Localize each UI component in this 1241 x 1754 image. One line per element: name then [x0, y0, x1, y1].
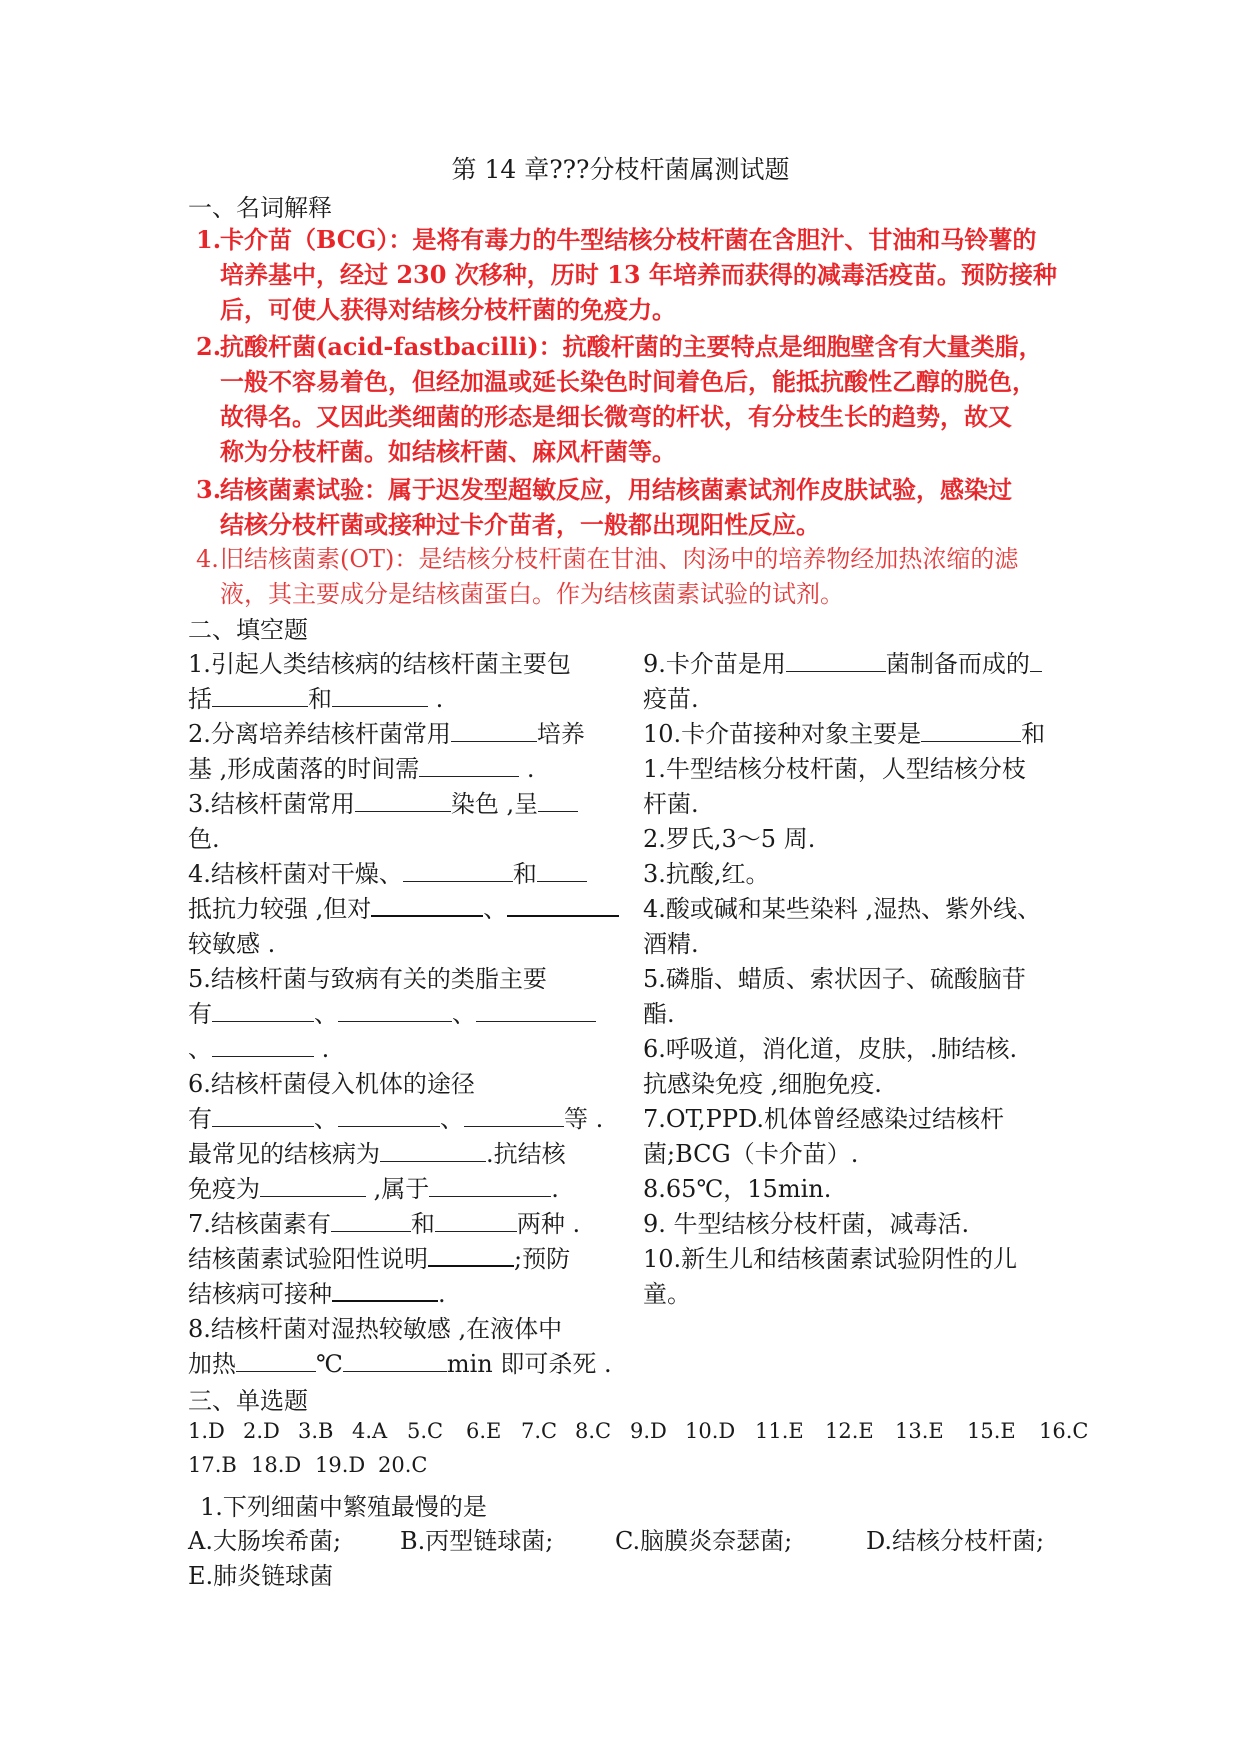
section-heading-definitions: 一、名词解释 — [188, 194, 332, 222]
definition-number: 2. — [196, 332, 222, 361]
definition-line: 一般不容易着色，但经加温或延长染色时间着色后，能抵抗酸性乙醇的脱色， — [220, 367, 1036, 396]
definition-3 — [196, 472, 1064, 542]
mc-option-e: E.肺炎链球菌 — [188, 1562, 334, 1590]
definition-line: 结核菌素试验：属于迟发型超敏反应，用结核菌素试剂作皮肤试验，感染过 — [220, 475, 1012, 504]
answer-key-item: 6.E — [466, 1419, 502, 1443]
answer-key-item: 11.E — [755, 1419, 804, 1443]
fill-question-line: 1.引起人类结核病的结核杆菌主要包 — [188, 650, 571, 678]
definition-line: 卡介苗（BCG）：是将有毒力的牛型结核分枝杆菌在含胆汁、甘油和马铃薯的 — [220, 225, 1037, 254]
answer-line: 酒精. — [643, 930, 699, 958]
blank — [429, 1176, 551, 1197]
definition-2 — [196, 329, 1064, 469]
blank — [435, 1211, 517, 1232]
fill-question-line: 有 、 、 — [188, 994, 596, 1029]
fill-question-line: 、 . — [188, 1035, 330, 1063]
fill-question-line: 5.结核杆菌与致病有关的类脂主要 — [188, 965, 547, 993]
answer-line: 4.酸或碱和某些染料 ,湿热、紫外线、 — [643, 895, 1042, 923]
answer-line: 1.牛型结核分枝杆菌，人型结核分枝 — [643, 755, 1026, 783]
blank — [343, 1351, 447, 1372]
definition-number: 3. — [196, 475, 222, 504]
fill-question-line: 疫苗. — [643, 685, 699, 713]
blank — [537, 861, 587, 882]
definition-line: 结核分枝杆菌或接种过卡介苗者，一般都出现阳性反应。 — [220, 510, 820, 539]
definition-number: 4. — [196, 545, 219, 573]
fill-question-line: 色. — [188, 825, 220, 853]
blank — [338, 1001, 452, 1022]
answer-key-item: 20.C — [378, 1453, 428, 1477]
blank — [1030, 651, 1042, 672]
answer-line: 6.呼吸道，消化道，皮肤，.肺结核. — [643, 1035, 1018, 1063]
fill-question-line: 6.结核杆菌侵入机体的途径 — [188, 1070, 475, 1098]
fill-question-line: 结核菌素试验阳性说明 ;预防 — [188, 1245, 571, 1273]
answer-line: 3.抗酸,红。 — [643, 860, 770, 888]
fill-question-line: 较敏感 . — [188, 930, 276, 958]
blank — [921, 721, 1021, 742]
blank — [507, 895, 619, 917]
definition-line: 故得名。又因此类细菌的形态是细长微弯的杆状，有分枝生长的趋势，故又 — [220, 402, 1012, 431]
section-heading-single-choice: 三、单选题 — [188, 1387, 308, 1415]
answer-key-item: 7.C — [521, 1419, 558, 1443]
answer-line: 8.65℃，15min. — [643, 1175, 832, 1203]
fill-question-line: 10.卡介苗接种对象主要是 和 — [643, 720, 1046, 748]
page-title: 第 14 章???分枝杆菌属测试题 — [451, 155, 790, 184]
definition-1 — [196, 222, 1064, 327]
mc-option-b: B.丙型链球菌; — [400, 1527, 554, 1555]
blank — [236, 1351, 316, 1372]
blank — [419, 756, 519, 777]
fill-question-line: 2.分离培养结核杆菌常用 培养 — [188, 720, 585, 748]
blank — [538, 791, 578, 812]
answer-line: 抗感染免疫 ,细胞免疫. — [643, 1070, 882, 1098]
answer-key-item: 5.C — [407, 1419, 444, 1443]
answer-key-item: 8.C — [575, 1419, 612, 1443]
fill-question-line: 免疫为 ,属于 . — [188, 1175, 559, 1203]
mc-option-c: C.脑膜炎奈瑟菌; — [615, 1527, 793, 1555]
answer-key-item: 4.A — [352, 1419, 388, 1443]
fill-question-line: 8.结核杆菌对湿热较敏感 ,在液体中 — [188, 1315, 563, 1343]
fill-question-line: 3.结核杆菌常用 染色 ,呈 — [188, 784, 578, 819]
answer-key-item: 2.D — [243, 1419, 280, 1443]
answer-key-item: 9.D — [630, 1419, 667, 1443]
answer-line: 5.磷脂、蜡质、索状因子、硫酸脑苷 — [643, 965, 1026, 993]
definition-line: 液，其主要成分是结核菌蛋白。作为结核菌素试验的试剂。 — [220, 580, 844, 608]
fill-question-line: 4.结核杆菌对干燥、 和 — [188, 854, 587, 889]
blank — [212, 686, 308, 707]
answer-line: 杆菌. — [643, 790, 699, 818]
mc-option-a: A.大肠埃希菌; — [188, 1527, 342, 1555]
fill-question-line: 结核病可接种 . — [188, 1280, 446, 1308]
blank — [371, 895, 483, 917]
fill-question-line: 抵抗力较强 ,但对 、 — [188, 889, 619, 924]
definition-line: 称为分枝杆菌。如结核杆菌、麻风杆菌等。 — [220, 437, 676, 466]
fill-question-line: 9.卡介苗是用 菌制备而成的 — [643, 644, 1042, 679]
blank — [331, 1211, 411, 1232]
answer-key-item: 17.B — [188, 1453, 237, 1477]
definition-4 — [196, 542, 1064, 612]
definition-line: 旧结核菌素(OT)：是结核分枝杆菌在甘油、肉汤中的培养物经加热浓缩的滤 — [220, 545, 1019, 573]
blank — [428, 1245, 514, 1267]
blank — [212, 1001, 314, 1022]
blank — [338, 1106, 440, 1127]
mc-option-d: D.结核分枝杆菌; — [866, 1527, 1045, 1555]
mc-question: 1.下列细菌中繁殖最慢的是 — [200, 1493, 487, 1521]
answer-key-item: 3.B — [298, 1419, 334, 1443]
answer-line: 9. 牛型结核分枝杆菌，减毒活. — [643, 1210, 970, 1238]
answer-key-item: 1.D — [188, 1419, 225, 1443]
answer-line: 酯. — [643, 1000, 675, 1028]
definition-line: 后，可使人获得对结核分枝杆菌的免疫力。 — [220, 295, 676, 324]
blank — [403, 861, 513, 882]
blank — [476, 1001, 596, 1022]
blank — [332, 686, 428, 707]
fill-question-line: 有 、 、 等 . — [188, 1105, 604, 1133]
definition-line: 抗酸杆菌(acid-fastbacilli)：抗酸杆菌的主要特点是细胞壁含有大量类脂， — [220, 332, 1043, 361]
answer-key-item: 10.D — [685, 1419, 736, 1443]
blank — [332, 1280, 438, 1302]
blank — [786, 651, 886, 672]
blank — [451, 721, 537, 742]
blank — [212, 1036, 314, 1057]
definition-line: 培养基中，经过 230 次移种，历时 13 年培养而获得的减毒活疫苗。预防接种 — [220, 260, 1057, 289]
blank — [260, 1176, 366, 1197]
fill-question-line: 7.结核菌素有 和 两种 . — [188, 1210, 581, 1238]
fill-question-line: 基 ,形成菌落的时间需 . — [188, 755, 535, 783]
answer-line: 菌;BCG（卡介苗）. — [643, 1140, 859, 1168]
blank — [464, 1106, 564, 1127]
answer-key-item: 16.C — [1039, 1419, 1089, 1443]
answer-key-item: 15.E — [967, 1419, 1016, 1443]
answer-key-item: 13.E — [895, 1419, 944, 1443]
fill-question-line: 加热 ℃ min 即可杀死 . — [188, 1350, 612, 1378]
answer-line: 10.新生儿和结核菌素试验阴性的儿 — [643, 1245, 1018, 1273]
section-heading-fill-blank: 二、填空题 — [188, 616, 308, 644]
answer-line: 7.OT,PPD.机体曾经感染过结核杆 — [643, 1105, 1004, 1133]
fill-question-line: 括 和 . — [188, 685, 444, 713]
fill-question-line: 最常见的结核病为 .抗结核 — [188, 1140, 566, 1168]
answer-key-item: 19.D — [315, 1453, 366, 1477]
blank — [212, 1106, 314, 1127]
answer-key-item: 12.E — [825, 1419, 874, 1443]
definition-number: 1. — [196, 225, 222, 254]
blank — [380, 1141, 486, 1162]
blank — [355, 791, 451, 812]
answer-line: 童。 — [643, 1280, 691, 1308]
answer-key-item: 18.D — [251, 1453, 302, 1477]
answer-line: 2.罗氏,3～5 周. — [643, 825, 816, 853]
